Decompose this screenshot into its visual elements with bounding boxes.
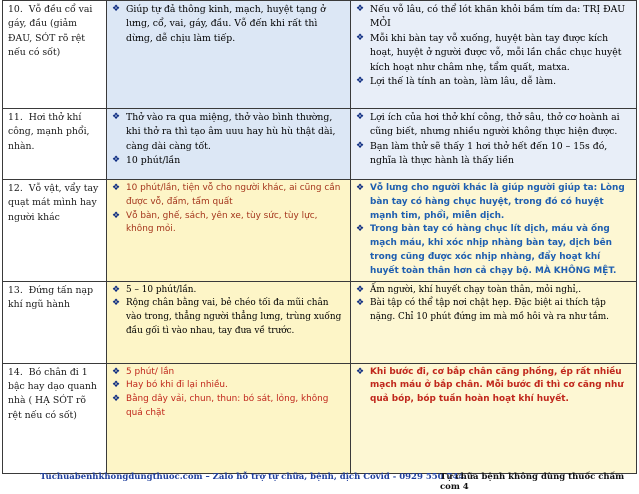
- instructions-cell: [107, 363, 351, 473]
- item-text: Bạn làm thử sẽ thấy 1 hơi thở hết đến 10 – 15s đó, nghĩa là thực hành là thấy liền: [370, 140, 608, 167]
- bullet-icon: ❖: [112, 112, 121, 122]
- benefits-cell: [351, 281, 637, 363]
- list-item: [112, 154, 345, 168]
- bullet-icon: ❖: [112, 155, 121, 166]
- table-row: [3, 281, 637, 363]
- footer-website-link[interactable]: Tuchuabenhkhongdungthuoc.com – Zalo hỗ trợ tự chữa, bệnh, dịch Covid - 0929 550 744: [40, 472, 465, 482]
- item-text: 10 phút/lần, tiện vỗ cho người khác, ai cũng cần được vỗ, đấm, tẩm quất: [126, 183, 341, 207]
- list-item: [112, 393, 345, 421]
- item-text: Rộng chân bằng vai, bẻ chéo tối đa mũi chân vào trong, thẳng người thẳng lưng, trùng xuống đầu gối tì vào nhau, tay đưa về trước.: [126, 298, 342, 336]
- exercise-title: Vỗ đều cổ vai gáy, đầu (giảm ĐAU, SÓT rõ rệt nếu có sốt): [8, 4, 93, 59]
- list-item: [356, 111, 631, 140]
- row-number: 11.: [8, 112, 23, 123]
- footer-page-label: Tự chữa bệnh không dùng thuốc chấm com 4: [440, 472, 625, 492]
- bullet-icon: ❖: [356, 4, 365, 14]
- exercise-table: [2, 0, 637, 474]
- benefits-cell: [351, 1, 637, 109]
- item-text: Giúp tự đả thông kinh, mạch, huyệt tạng ở lưng, cổ, vai, gáy, đầu. Vỗ đến khi rất thì dừng, dễ chịu làm tiếp.: [126, 4, 326, 44]
- bullet-icon: ❖: [112, 298, 121, 309]
- bullet-icon: ❖: [112, 366, 121, 377]
- exercise-name-cell: [3, 363, 107, 473]
- bullet-icon: ❖: [356, 76, 365, 87]
- list-item: [112, 3, 345, 46]
- bullet-icon: ❖: [356, 366, 365, 377]
- bullet-icon: ❖: [112, 380, 121, 391]
- item-text: Bài tập có thể tập nơi chật hẹp. Đặc biệt ai thích tập nặng. Chỉ 10 phút đứng im mà mồ hôi và ra như tắm.: [370, 298, 609, 323]
- list-item: [356, 32, 631, 75]
- list-item: [356, 297, 631, 325]
- table-row: [3, 109, 637, 180]
- table-row: [3, 180, 637, 282]
- bullet-icon: ❖: [112, 4, 121, 14]
- item-text: Vỗ bàn, ghế, sách, yên xe, tùy sức, tùy lực, không mỏi.: [126, 210, 318, 235]
- item-text: Thở vào ra qua miệng, thở vào bình thường, khi thở ra thì tạo âm uuu hay hù hù thật dài, càng dài càng tốt.: [126, 112, 336, 152]
- item-text: Khi bước đi, cơ bắp chân căng phồng, ép rất nhiều mạch máu ở bắp chân. Mỗi bước đi thì cơ căng như quả bóp, bóp tuần hoàn hoạt khí huyết.: [370, 366, 624, 405]
- list-item: [112, 284, 345, 298]
- instructions-cell: [107, 180, 351, 282]
- list-item: [112, 210, 345, 238]
- list-item: [356, 366, 631, 407]
- bullet-icon: ❖: [112, 210, 121, 221]
- item-text: Vỗ lưng cho người khác là giúp người giúp ta: Lòng bàn tay có hàng chục huyệt, trong đó có huyệt mạnh tim, phổi, miễn dịch.: [370, 183, 625, 221]
- list-item: [112, 111, 345, 154]
- item-text: Lợi ích của hơi thở khí công, thở sâu, thở cơ hoành ai cũng biết, nhưng nhiều người không thực hiện được.: [370, 112, 620, 138]
- bullet-icon: ❖: [112, 284, 121, 295]
- exercise-title: Hơi thở khí công, mạnh phổi, nhàn.: [8, 112, 90, 152]
- list-item: [356, 182, 631, 223]
- list-item: [112, 379, 345, 393]
- benefits-cell: [351, 180, 637, 282]
- item-text: Ấm người, khí huyết chạy toàn thân, mỏi nghỉ,.: [370, 284, 582, 295]
- item-text: Trong bàn tay có hàng chục lít dịch, máu và ống mạch máu, khi xóc nhịp nhàng bàn tay, dịch bên trong cũng được xóc nhịp nhàng, đẩy hoạt khí huyết toàn thân hơn cả chạy bộ. MÀ KHÔNG MỆT.: [370, 224, 617, 276]
- item-text: Mỗi khi bàn tay vỗ xuống, huyệt bàn tay được kích hoạt, huyệt ở người được vỗ, mỗi lần chắc chục huyệt kích hoạt như châm nhẹ, tẩm quất, matxa.: [370, 32, 622, 73]
- bullet-icon: ❖: [356, 140, 365, 151]
- table-row: [3, 363, 637, 473]
- bullet-icon: ❖: [356, 298, 365, 309]
- list-item: [356, 284, 631, 298]
- item-text: Hay bó khi đi lại nhiều.: [126, 380, 228, 391]
- exercise-name-cell: [3, 180, 107, 282]
- row-number: 12.: [8, 183, 23, 194]
- table-row: [3, 1, 637, 109]
- item-text: Lợi thế là tính an toàn, làm lâu, dễ làm.: [370, 76, 557, 88]
- bullet-icon: ❖: [356, 284, 365, 295]
- row-number: 14.: [8, 366, 23, 378]
- bullet-icon: ❖: [356, 112, 365, 122]
- list-item: [112, 297, 345, 338]
- bullet-icon: ❖: [356, 32, 365, 43]
- exercise-name-cell: [3, 1, 107, 109]
- benefits-cell: [351, 109, 637, 180]
- exercise-name-cell: [3, 109, 107, 180]
- list-item: [112, 182, 345, 210]
- item-text: Bằng dây vải, chun, thun: bó sát, lỏng, không quá chặt: [126, 394, 329, 418]
- list-item: [356, 75, 631, 89]
- bullet-icon: ❖: [356, 183, 365, 193]
- list-item: [356, 140, 631, 169]
- bullet-icon: ❖: [112, 183, 121, 193]
- bullet-icon: ❖: [356, 224, 365, 235]
- instructions-cell: [107, 109, 351, 180]
- list-item: [112, 366, 345, 380]
- instructions-cell: [107, 281, 351, 363]
- item-text: 5 – 10 phút/lần.: [126, 284, 197, 295]
- exercise-title: Đứng tấn nạp khí ngũ hành: [8, 284, 94, 310]
- item-text: 10 phút/lần: [126, 155, 181, 167]
- instructions-cell: [107, 1, 351, 109]
- exercise-title: Bó chân đi 1 bậc hay dạo quanh nhà ( HẠ SÓT rõ rệt nếu có sốt): [8, 366, 97, 421]
- item-text: Nếu vỗ lâu, có thể lót khăn khỏi bầm tím da: TRỊ ĐAU MỎI: [370, 4, 626, 30]
- bullet-icon: ❖: [112, 394, 121, 405]
- list-item: [356, 3, 631, 32]
- row-number: 10.: [8, 4, 23, 15]
- row-number: 13.: [8, 284, 23, 296]
- item-text: 5 phút/ lần: [126, 366, 175, 377]
- benefits-cell: [351, 363, 637, 473]
- exercise-title: Vỗ vật, vẩy tay quạt mát mình hay người khác: [8, 183, 99, 223]
- exercise-name-cell: [3, 281, 107, 363]
- list-item: [356, 223, 631, 278]
